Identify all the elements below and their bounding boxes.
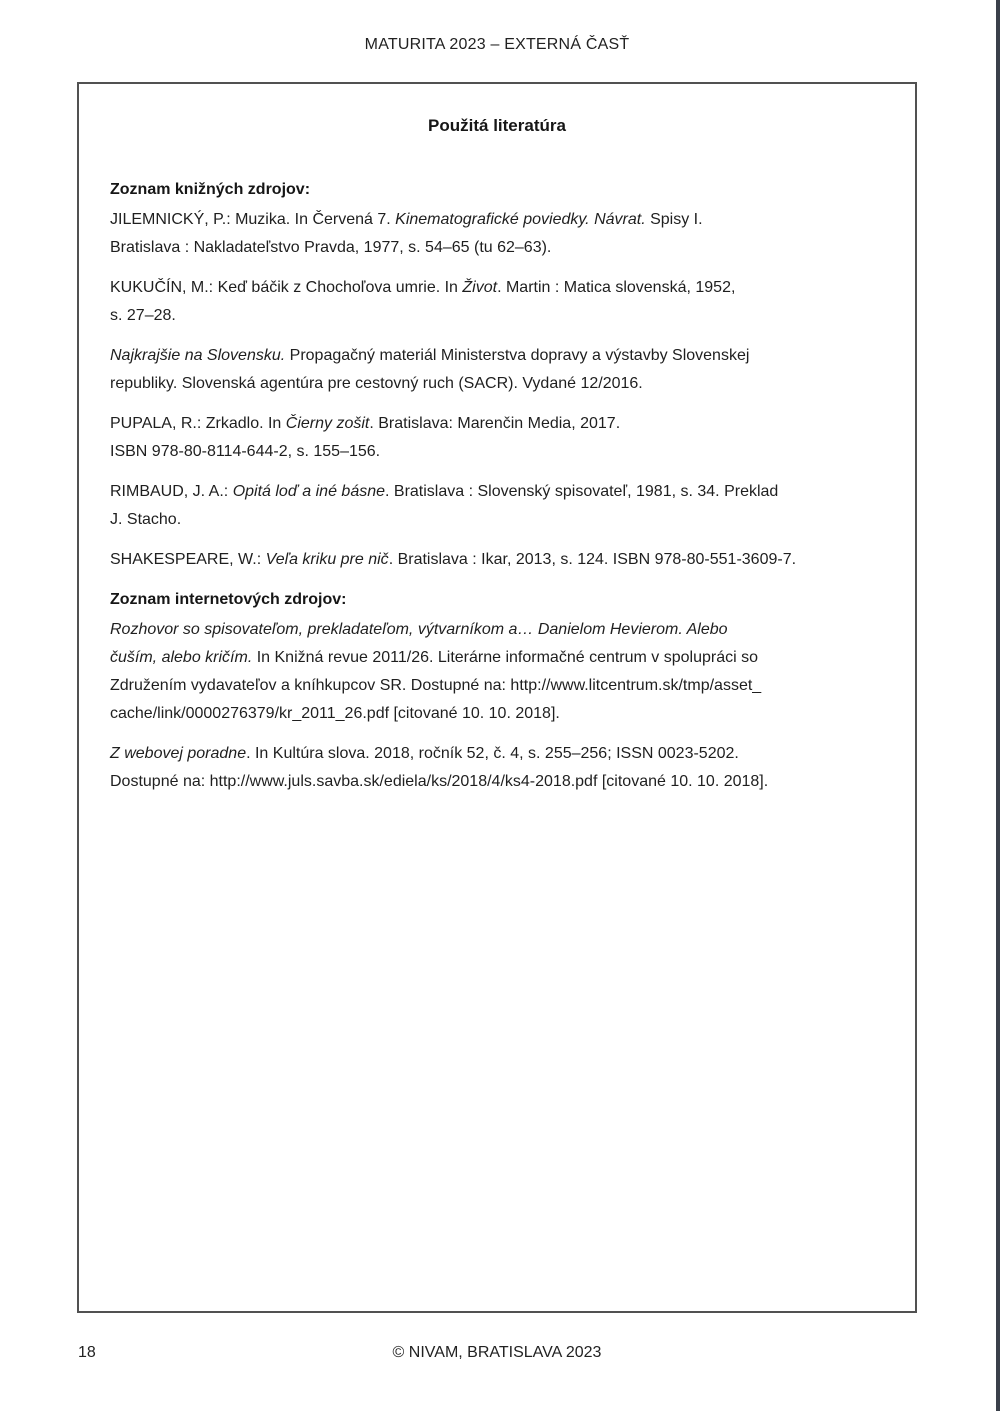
entry-text: In Knižná revue 2011/26. Literárne informačné centrum v spolupráci so xyxy=(252,649,759,666)
entry-text: . Bratislava : Slovenský spisovateľ, 1981, s. 34. Preklad xyxy=(385,483,779,500)
entry-text: Združením vydavateľov a kníhkupcov SR. Dostupné na: http://www.litcentrum.sk/tmp/asset_ xyxy=(110,677,762,694)
section-heading-books: Zoznam knižných zdrojov: xyxy=(110,181,311,198)
entry-text: RIMBAUD, J. A.: xyxy=(110,483,233,500)
entry-text: . Bratislava : Ikar, 2013, s. 124. ISBN 978-80-551-3609-7. xyxy=(388,551,797,568)
bibliography-entry xyxy=(110,410,881,466)
entry-title-text: čuším, alebo kričím. xyxy=(110,649,253,666)
entry-text: ISBN 978-80-8114-644-2, s. 155–156. xyxy=(110,443,381,460)
entry-text: s. 27–28. xyxy=(110,307,176,324)
entry-text: J. Stacho. xyxy=(110,511,182,528)
entry-title-text: Z webovej poradne xyxy=(110,745,247,762)
entry-text: . In Kultúra slova. 2018, ročník 52, č. 4, s. 255–256; ISSN 0023-5202. xyxy=(246,745,739,762)
literature-box xyxy=(77,82,917,1313)
page-footer xyxy=(0,1344,994,1362)
literature-content xyxy=(79,176,915,796)
entry-title-text: Život xyxy=(462,279,498,296)
book-sources-entries xyxy=(110,206,881,574)
entry-title-text: Čierny zošit xyxy=(285,415,370,432)
entry-text: Bratislava : Nakladateľstvo Pravda, 1977, s. 54–65 (tu 62–63). xyxy=(110,239,552,256)
bibliography-entry xyxy=(110,342,881,398)
entry-text: Spisy I. xyxy=(645,211,703,228)
internet-sources-section xyxy=(110,586,881,796)
section-heading-internet: Zoznam internetových zdrojov: xyxy=(110,591,347,608)
entry-text: PUPALA, R.: Zrkadlo. In xyxy=(110,415,286,432)
entry-text: Propagačný materiál Ministerstva dopravy a výstavby Slovenskej xyxy=(285,347,750,364)
accent-strip xyxy=(996,0,1000,1411)
page-header: MATURITA 2023 – EXTERNÁ ČASŤ xyxy=(364,36,630,53)
page-number: 18 xyxy=(78,1344,96,1361)
page-title: Použitá literatúra xyxy=(428,116,566,135)
bibliography-entry xyxy=(110,478,881,534)
entry-text: KUKUČÍN, M.: Keď báčik z Chochoľova umrie. In xyxy=(110,279,463,296)
bibliography-entry xyxy=(110,206,881,262)
entry-text: cache/link/0000276379/kr_2011_26.pdf [citované 10. 10. 2018]. xyxy=(110,705,560,722)
book-sources-section xyxy=(110,176,881,574)
copyright: © NIVAM, BRATISLAVA 2023 xyxy=(392,1344,602,1361)
entry-title-text: Kinematografické poviedky. Návrat. xyxy=(395,211,646,228)
bibliography-entry xyxy=(110,274,881,330)
entry-text: JILEMNICKÝ, P.: Muzika. In Červená 7. xyxy=(110,211,396,228)
internet-sources-entries xyxy=(110,616,881,796)
entry-text: Dostupné na: http://www.juls.savba.sk/ediela/ks/2018/4/ks4-2018.pdf [citované 10. 10. 2018]. xyxy=(110,773,769,790)
entry-text: . Martin : Matica slovenská, 1952, xyxy=(497,279,736,296)
entry-title-text: Rozhovor so spisovateľom, prekladateľom, výtvarníkom a… Danielom Hevierom. Alebo xyxy=(110,621,728,638)
entry-text: SHAKESPEARE, W.: xyxy=(110,551,266,568)
entry-title-text: Opitá loď a iné básne xyxy=(232,483,386,500)
bibliography-entry xyxy=(110,616,881,728)
entry-title-text: Najkrajšie na Slovensku. xyxy=(110,347,286,364)
entry-text: . Bratislava: Marenčin Media, 2017. xyxy=(369,415,621,432)
bibliography-entry xyxy=(110,546,881,574)
entry-title-text: Veľa kriku pre nič xyxy=(265,551,389,568)
entry-text: republiky. Slovenská agentúra pre cestovný ruch (SACR). Vydané 12/2016. xyxy=(110,375,643,392)
bibliography-entry xyxy=(110,740,881,796)
